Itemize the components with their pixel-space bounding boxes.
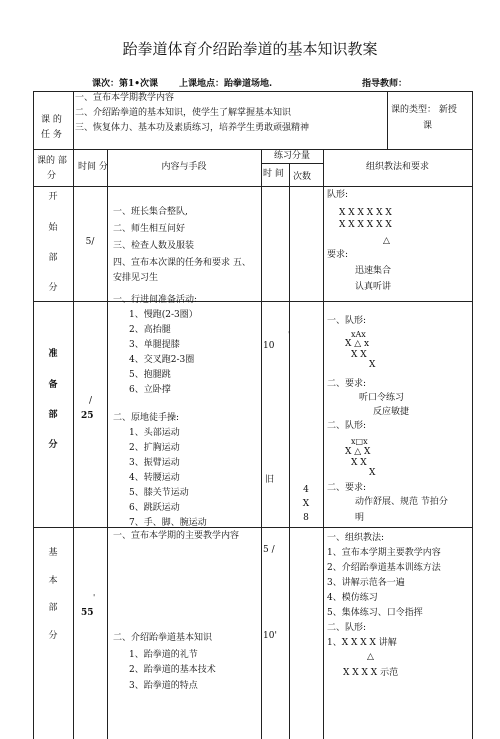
formation-row: x□x bbox=[351, 437, 368, 446]
content-line: 6、立卧撑 bbox=[129, 385, 171, 395]
section-char: 本 bbox=[48, 576, 58, 586]
section-time-mark: ' bbox=[93, 593, 96, 602]
content-line: 二、师生相互问好 bbox=[113, 224, 186, 234]
content-line: 4、交叉跑2-3圈 bbox=[129, 355, 195, 365]
teacher-mark: △ bbox=[367, 652, 374, 662]
task-line: 三、恢复体力、基本功及素质练习，培养学生勇敢顽强精神 bbox=[75, 123, 310, 133]
method-line: 认真听讲 bbox=[355, 282, 392, 292]
method-line: 一、组织教法: bbox=[327, 533, 385, 543]
method-line: 动作舒展、规范 节拍分 bbox=[355, 497, 448, 507]
content-line: 4、转腰运动 bbox=[129, 473, 180, 483]
content-line: 5、膝关节运动 bbox=[129, 488, 189, 498]
lesson-type: 课的类型： 新授 bbox=[391, 105, 457, 115]
content-line: 3、跆拳道的特点 bbox=[129, 681, 198, 691]
formation-row: X bbox=[369, 468, 376, 478]
practice-time: 5 / bbox=[263, 545, 275, 555]
practice-time: 10' bbox=[263, 631, 277, 641]
section-char: 分 bbox=[48, 440, 58, 450]
formation-row: X X bbox=[351, 458, 367, 468]
content-line: 三、检查人数及服装 bbox=[113, 241, 195, 251]
content-line: 安排见习生 bbox=[113, 273, 159, 283]
task-label: 课 的 bbox=[41, 115, 62, 125]
header-time: 时间 分 bbox=[78, 162, 108, 172]
practice-count: 8 bbox=[303, 513, 309, 523]
method-line: 4、模仿练习 bbox=[327, 593, 378, 603]
method-line: 听口令练习 bbox=[359, 393, 405, 403]
practice-count: X bbox=[302, 499, 310, 509]
instructor-label: 指导教师： bbox=[362, 79, 408, 89]
task-label: 任 务 bbox=[41, 130, 62, 140]
method-line: 明 bbox=[355, 513, 365, 523]
content-line: 2、高抬腿 bbox=[129, 325, 171, 335]
section-char: 开 bbox=[48, 192, 58, 202]
section-char: 分 bbox=[48, 283, 58, 293]
content-line: 2、跆拳道的基本技术 bbox=[129, 665, 216, 675]
method-line: 1、宣布本学期主要教学内容 bbox=[327, 548, 441, 558]
lesson-plan-table bbox=[33, 91, 473, 739]
header-practice: 练习分量 bbox=[273, 151, 310, 161]
method-line: 要求: bbox=[327, 250, 349, 260]
header-content: 内容与手段 bbox=[161, 162, 207, 172]
section-char: 分 bbox=[48, 631, 58, 641]
content-line: 一、宣布本学期的主要教学内容 bbox=[113, 531, 240, 541]
content-line: 1、跆拳道的礼节 bbox=[129, 650, 198, 660]
teacher-mark: △ bbox=[383, 236, 390, 246]
task-line: 二、介绍跆拳道的基本知识，使学生了解掌握基本知识 bbox=[75, 108, 292, 118]
section-char: 基 bbox=[48, 548, 58, 558]
header-section: 分 bbox=[47, 171, 57, 181]
method-line: 二、队形: bbox=[327, 623, 367, 633]
header-practice-time: 时 间 bbox=[263, 169, 284, 179]
lesson-type: 课 bbox=[423, 121, 433, 131]
content-line: 7、手、脚、腕运动 bbox=[129, 518, 207, 528]
method-line: 一、队形: bbox=[327, 316, 367, 326]
content-line: 一、班长集合整队, bbox=[113, 207, 188, 217]
formation-row: X bbox=[369, 360, 376, 370]
section-char: 始 bbox=[48, 223, 58, 233]
header-method: 组织教法和要求 bbox=[365, 162, 429, 172]
content-line: 一、行进间准备活动: bbox=[113, 295, 198, 305]
content-line: 6、跳跃运动 bbox=[129, 503, 180, 513]
practice-count: 4 bbox=[303, 485, 309, 495]
header-section: 课的 部 bbox=[37, 156, 67, 166]
content-line: 四、宣布本次课的任务和要求 五、 bbox=[113, 258, 251, 268]
method-line: 3、讲解示范各一遍 bbox=[327, 578, 405, 588]
method-line: 2、介绍跆拳道基本训练方法 bbox=[327, 563, 441, 573]
method-line: 二、要求: bbox=[327, 483, 367, 493]
practice-time-mark: ' bbox=[288, 330, 291, 339]
formation-row: X △ x bbox=[345, 339, 370, 349]
content-line: 1、慢跑(2-3圈） bbox=[129, 310, 198, 320]
header-practice-count: 次数 bbox=[293, 172, 312, 182]
section-char: 准 bbox=[48, 349, 58, 359]
lesson-number: 课次：第1•次课 bbox=[92, 79, 159, 89]
content-line: 1、头部运动 bbox=[129, 428, 180, 438]
formation-row: X X X X 示范 bbox=[343, 668, 399, 678]
formation-row: 1、X X X X 讲解 bbox=[327, 638, 397, 648]
content-line: 2、扩胸运动 bbox=[129, 443, 180, 453]
content-line: 3、振臂运动 bbox=[129, 458, 180, 468]
method-line: 队形: bbox=[327, 190, 349, 200]
content-line: 二、介绍跆拳道基本知识 bbox=[113, 633, 213, 643]
method-line: 二、队形: bbox=[327, 421, 367, 431]
formation-row: X △ X bbox=[345, 447, 371, 457]
section-char: 部 bbox=[48, 410, 58, 420]
content-line: 5、抱腿跳 bbox=[129, 370, 171, 380]
section-char: 备 bbox=[48, 380, 58, 390]
practice-time: 10 bbox=[263, 341, 275, 351]
practice-time: 旧 bbox=[265, 475, 275, 485]
task-line: 一、宣布本学期教学内容 bbox=[75, 93, 175, 103]
section-time-mark: / bbox=[89, 396, 93, 406]
method-line: 5、集体练习、口令指挥 bbox=[327, 608, 423, 618]
method-line: 迅速集合 bbox=[355, 266, 392, 276]
method-line: 反应敏捷 bbox=[373, 407, 410, 417]
content-line: 3、单腿提膝 bbox=[129, 340, 180, 350]
formation-row: X X bbox=[351, 350, 367, 360]
section-char: 部 bbox=[48, 603, 58, 613]
method-line: 二、要求: bbox=[327, 379, 367, 389]
content-line: 二、原地徒手操: bbox=[113, 413, 180, 423]
lesson-place: 上课地点：跆拳道场地. bbox=[179, 79, 273, 89]
page-title: 跆拳道体育介绍跆拳道的基本知识教案 bbox=[122, 40, 378, 58]
formation-row: X X X X X X bbox=[339, 220, 392, 230]
section-time: 55 bbox=[81, 608, 94, 618]
formation-row: X X X X X X bbox=[339, 208, 392, 218]
section-char: 部 bbox=[48, 253, 58, 263]
section-time: 25 bbox=[81, 411, 94, 421]
formation-row: xAx bbox=[351, 330, 366, 339]
section-time: 5/ bbox=[85, 237, 95, 247]
